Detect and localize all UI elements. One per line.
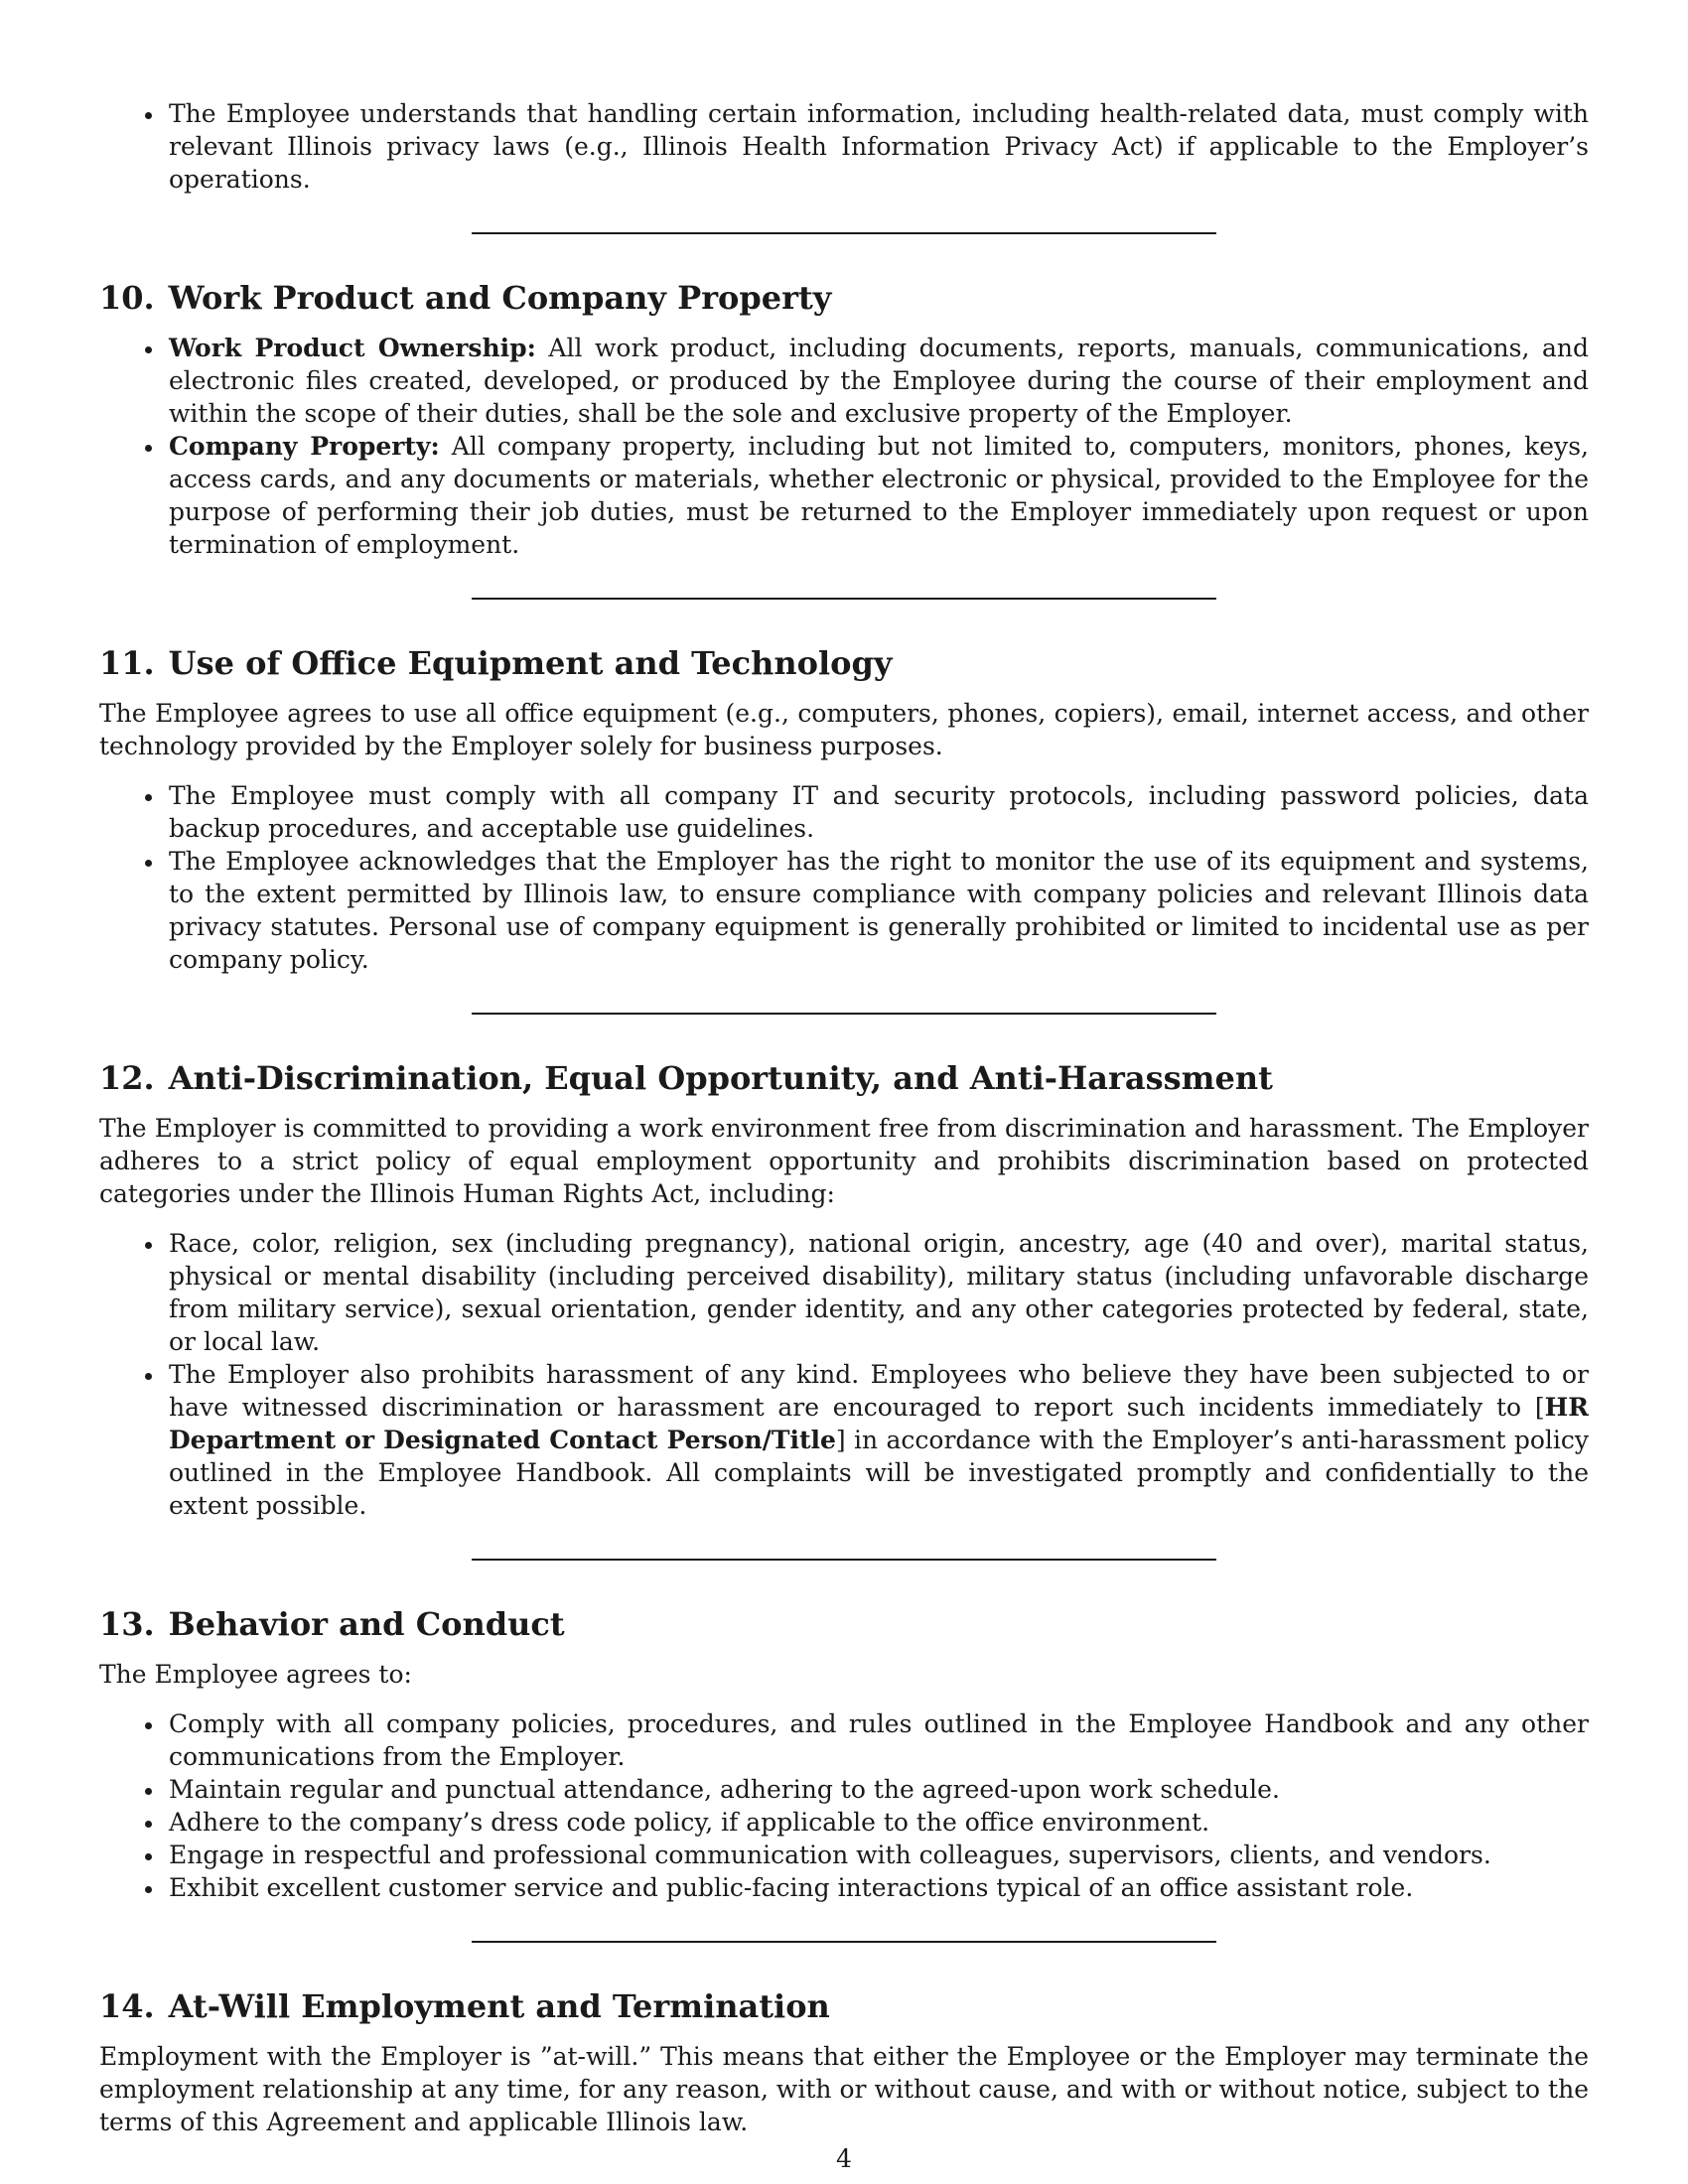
section-paragraph: Employment with the Employer is ”at-will.” This means that either the Employee or the Employer may terminate the employment relationship at any time, for any reason, with or without cause, and with or without notice, subject to the terms of this Agreement and applicable Illinois law. bbox=[99, 2042, 1589, 2136]
list-item: The Employee must comply with all company IT and security protocols, including password policies, data backup procedures, and acceptable use guidelines. bbox=[169, 781, 1589, 843]
section-10 bbox=[99, 278, 1589, 561]
section-number: 12. bbox=[99, 1059, 155, 1097]
bullet-lead: Work Product Ownership: bbox=[169, 334, 536, 362]
list-item: Adhere to the company’s dress code policy, if applicable to the office environment. bbox=[169, 1806, 1589, 1839]
list-item: The Employee acknowledges that the Employer has the right to monitor the use of its equipment and systems, to the extent permitted by Illinois law, to ensure compliance with company policies and relevant Illinois data privacy statutes. Personal use of company equipment is generally prohibited or limited to incidental use as per company policy. bbox=[169, 847, 1589, 974]
bullet-list bbox=[99, 332, 1589, 561]
bullet-text: The Employer also prohibits harassment of any kind. Employees who believe they have been subjected to or have witnessed discrimination or harassment are encouraged to report such incidents immediately to [ bbox=[169, 1360, 1589, 1422]
list-item: Race, color, religion, sex (including pregnancy), national origin, ancestry, age (40 and over), marital status, physical or mental disability (including perceived disability), military status (including unfavorable discharge from military service), sexual orientation, gender identity, and any other categories protected by federal, state, or local law. bbox=[169, 1229, 1589, 1356]
list-item bbox=[169, 430, 1589, 561]
section-heading bbox=[99, 643, 1589, 683]
list-item bbox=[169, 332, 1589, 430]
section-paragraph: The Employer is committed to providing a work environment free from discrimination and harassment. The Employer adheres to a strict policy of equal employment opportunity and prohibits discrimination based on protected categories under the Illinois Human Rights Act, including: bbox=[99, 1114, 1589, 1208]
list-item: Comply with all company policies, procedures, and rules outlined in the Employee Handbook and any other communications from the Employer. bbox=[169, 1709, 1589, 1771]
list-item: Maintain regular and punctual attendance, adhering to the agreed-upon work schedule. bbox=[169, 1773, 1589, 1806]
section-heading bbox=[99, 1986, 1589, 2026]
list-item: The Employee understands that handling certain information, including health-related data, must comply with relevant Illinois privacy laws (e.g., Illinois Health Information Privacy Act) if applicable to the Employer’s operations. bbox=[169, 99, 1589, 194]
section-title: Anti-Discrimination, Equal Opportunity, and Anti-Harassment bbox=[168, 1059, 1273, 1097]
section-12 bbox=[99, 1058, 1589, 1522]
section-title: Behavior and Conduct bbox=[168, 1605, 565, 1643]
page-number: 4 bbox=[836, 2144, 852, 2173]
bullet-list bbox=[99, 1227, 1589, 1522]
section-11 bbox=[99, 643, 1589, 976]
list-item bbox=[169, 1358, 1589, 1522]
section-number: 10. bbox=[99, 279, 155, 317]
section-13 bbox=[99, 1604, 1589, 1904]
section-14 bbox=[99, 1986, 1589, 2138]
section-heading bbox=[99, 1604, 1589, 1644]
list-item: Exhibit excellent customer service and public-facing interactions typical of an office assistant role. bbox=[169, 1871, 1589, 1904]
bullet-list bbox=[99, 1707, 1589, 1904]
list-item: Engage in respectful and professional communication with colleagues, supervisors, clients, and vendors. bbox=[169, 1839, 1589, 1871]
bullet-text: ] in accordance with the Employer’s anti-harassment policy outlined in the Employee Handbook. All complaints will be investigated promptly and confidentially to the extent possible. bbox=[169, 1426, 1589, 1520]
bullet-list bbox=[99, 779, 1589, 976]
placeholder-contact: HR Department or Designated Contact Person/Title bbox=[169, 1393, 1589, 1454]
section-title: At-Will Employment and Termination bbox=[168, 1987, 830, 2025]
intro-bullet-list bbox=[99, 97, 1589, 196]
section-number: 14. bbox=[99, 1987, 155, 2025]
section-heading bbox=[99, 278, 1589, 318]
section-paragraph: The Employee agrees to: bbox=[99, 1660, 412, 1689]
section-number: 13. bbox=[99, 1605, 155, 1643]
section-title: Use of Office Equipment and Technology bbox=[168, 644, 893, 682]
section-title: Work Product and Company Property bbox=[168, 279, 832, 317]
bullet-text: All work product, including documents, reports, manuals, communications, and electronic files created, developed, or produced by the Employee during the course of their employment and within the scope of their duties, shall be the sole and exclusive property of the Employer. bbox=[169, 334, 1589, 428]
section-number: 11. bbox=[99, 644, 155, 682]
bullet-lead: Company Property: bbox=[169, 432, 440, 461]
section-heading bbox=[99, 1058, 1589, 1098]
section-paragraph: The Employee agrees to use all office equipment (e.g., computers, phones, copiers), email, internet access, and other technology provided by the Employer solely for business purposes. bbox=[99, 699, 1589, 760]
bullet-text: All company property, including but not limited to, computers, monitors, phones, keys, access cards, and any documents or materials, whether electronic or physical, provided to the Employee for the purpose of performing their job duties, must be returned to the Employer immediately upon request or upon termination of employment. bbox=[169, 432, 1589, 559]
